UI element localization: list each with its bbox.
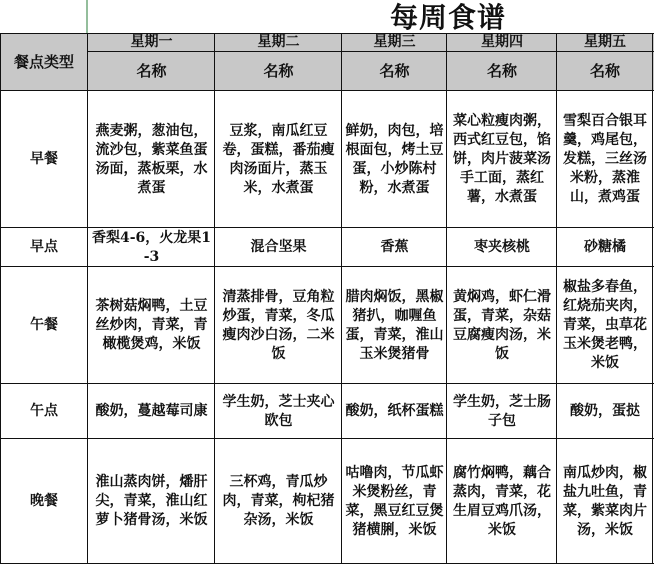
meal-label-lunch: 午餐 <box>30 317 58 333</box>
name-subheader: 名称 <box>589 62 620 80</box>
menu-cell: 菜心粒瘦肉粥，西式红豆包，馅饼，肉片菠菜汤手工面，蒸红薯，水煮蛋 <box>453 113 551 205</box>
menu-cell: 三杯鸡，青瓜炒肉，青菜，枸杞猪杂汤，米饭 <box>222 474 335 528</box>
day-header-thu: 星期四 <box>481 34 523 50</box>
menu-cell: 燕麦粥，葱油包，流沙包，紫菜鱼蛋汤面，蒸板栗，水煮蛋 <box>95 122 208 196</box>
menu-cell: 豆浆，南瓜红豆卷，蛋糕，番茄瘦肉汤面片，蒸玉米，水煮蛋 <box>222 122 335 196</box>
menu-cell: 枣夹核桃 <box>474 239 530 255</box>
menu-cell: 咕噜肉，节瓜虾米煲粉丝，青菜，黑豆红豆煲猪横脷，米饭 <box>345 464 444 538</box>
day-header-tue: 星期二 <box>257 34 300 50</box>
menu-cell: 混合坚果 <box>250 239 307 255</box>
name-subheader: 名称 <box>263 62 294 80</box>
menu-cell: 椒盐多春鱼，红烧茄夹肉，青菜，虫草花玉米煲老鸭，米饭 <box>563 279 647 371</box>
menu-cell: 腊肉焖饭，黑椒猪扒，咖喱鱼蛋，青菜，淮山玉米煲猪骨 <box>345 288 444 362</box>
page-title: 每周食谱 <box>390 1 507 34</box>
menu-cell: 淮山蒸肉饼，燔肝尖，青菜，淮山红萝卜猪骨汤，米饭 <box>95 474 208 528</box>
day-header-wed: 星期三 <box>373 34 416 50</box>
name-subheader: 名称 <box>136 62 167 80</box>
meal-label-afternoon-snack: 午点 <box>30 403 58 419</box>
meal-type-header: 餐点类型 <box>13 52 74 71</box>
menu-cell: 雪梨百合银耳羹，鸡尾包，发糕，三丝汤米粉，蒸淮山，煮鸡蛋 <box>563 113 647 205</box>
day-header-fri: 星期五 <box>584 34 626 50</box>
name-subheader: 名称 <box>379 62 410 80</box>
meal-label-morning-snack: 早点 <box>30 239 58 255</box>
menu-cell: 南瓜炒肉，椒盐九吐鱼，青菜，紫菜肉片汤，米饭 <box>563 464 647 538</box>
menu-cell: 清蒸排骨，豆角粒炒蛋，青菜，冬瓜瘦肉沙白汤，二米饭 <box>222 288 335 362</box>
menu-cell: 酸奶，纸杯蛋糕 <box>345 403 444 419</box>
menu-cell: 学生奶，芝士肠子包 <box>453 393 551 429</box>
menu-cell: 香蕉 <box>380 239 409 255</box>
menu-cell: 砂糖橘 <box>584 239 626 255</box>
menu-cell: 腐竹焖鸭，藕合蒸肉，青菜，花生眉豆鸡爪汤，米饭 <box>453 464 551 538</box>
name-subheader: 名称 <box>486 62 517 80</box>
day-header-mon: 星期一 <box>130 34 173 50</box>
menu-cell: 黄焖鸡，虾仁滑蛋，青菜，杂菇豆腐瘦肉汤，米饭 <box>453 288 551 362</box>
menu-cell: 学生奶，芝士夹心欧包 <box>222 393 335 429</box>
menu-cell: 酸奶，蔓越莓司康 <box>95 403 208 419</box>
menu-cell: 酸奶，蛋挞 <box>570 403 640 419</box>
menu-cell: 香梨4-6，火龙果1-3 <box>91 229 212 265</box>
meal-label-dinner: 晚餐 <box>30 493 58 509</box>
menu-cell: 茶树菇焖鸭，土豆丝炒肉，青菜，青橄榄煲鸡，米饭 <box>95 298 208 352</box>
menu-cell: 鲜奶，肉包，培根面包，烤土豆蛋，小炒陈村粉，水煮蛋 <box>345 122 444 196</box>
meal-label-breakfast: 早餐 <box>30 151 58 167</box>
